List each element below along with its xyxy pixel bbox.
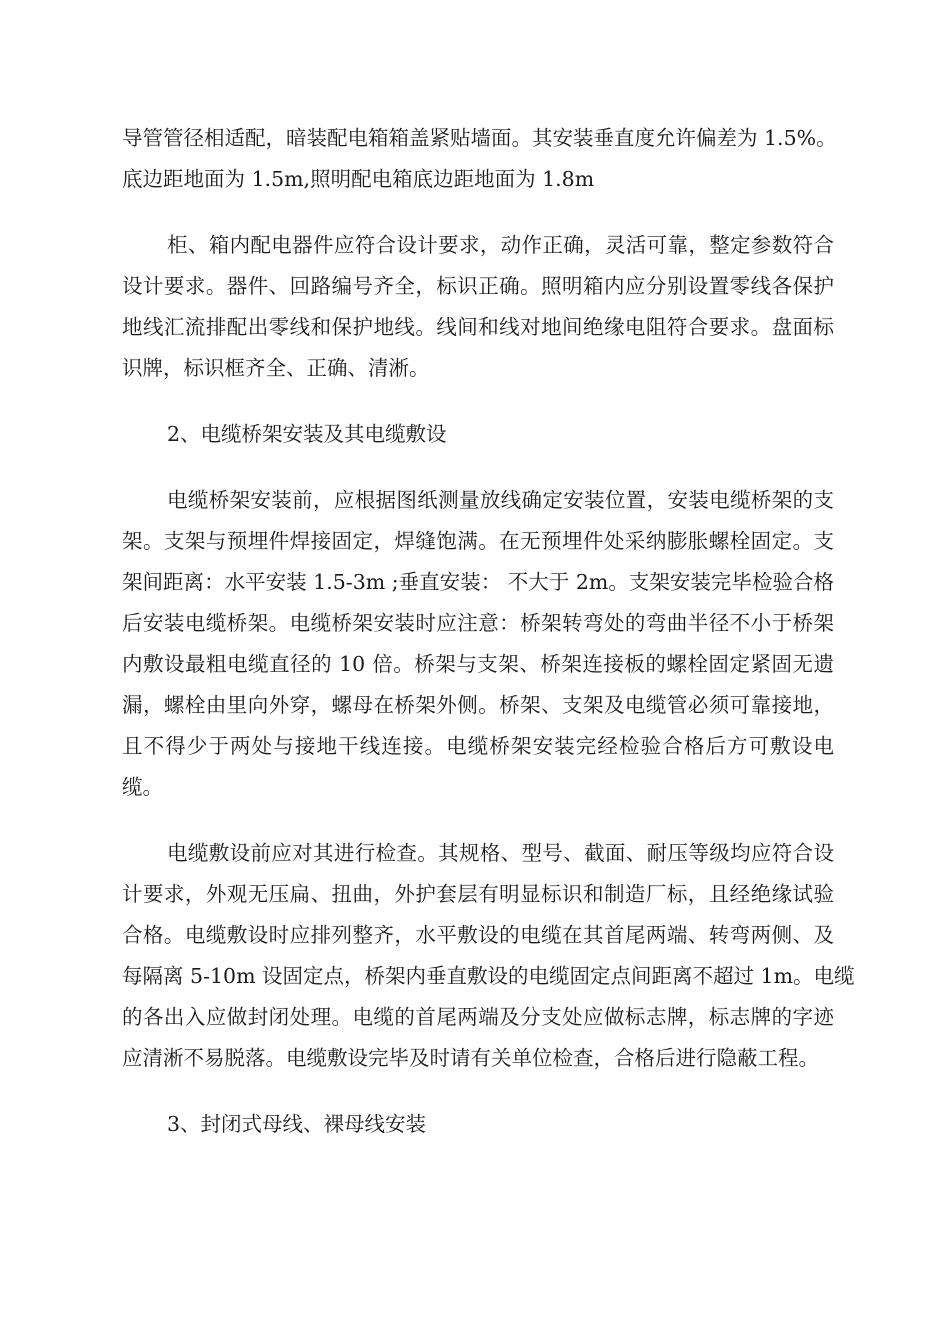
text-line: 应清淅不易脱落。电缆敷设完毕及时请有关单位检查，合格后进行隐蔽工程。 bbox=[122, 1046, 819, 1070]
section-heading-text: 2、电缆桥架安装及其电缆敷设 bbox=[167, 422, 447, 446]
text-line: 导管管径相适配，暗装配电箱箱盖紧贴墙面。其安装垂直度允许偏差为 1.5%。 bbox=[122, 126, 837, 150]
text-line: 的各出入应做封闭处理。电缆的首尾两端及分支处应做标志牌，标志牌的字迹 bbox=[122, 1005, 834, 1029]
text-line: 内敷设最粗电缆直径的 10 倍。桥架与支架、桥架连接板的螺栓固定紧固无遗 bbox=[122, 652, 834, 676]
text-line: 电缆桥架安装前，应根据图纸测量放线确定安装位置，安装电缆桥架的支 bbox=[167, 488, 834, 512]
section-heading bbox=[122, 1104, 834, 1145]
text-line: 识牌，标识框齐全、正确、清淅。 bbox=[122, 356, 430, 380]
text-line: 设计要求。器件、回路编号齐全，标识正确。照明箱内应分别设置零线各保护 bbox=[122, 274, 834, 298]
section-heading bbox=[122, 414, 834, 455]
paragraph bbox=[122, 225, 834, 389]
text-line: 架。支架与预埋件焊接固定，焊缝饱满。在无预埋件处采纳膨胀螺栓固定。支 bbox=[122, 529, 834, 553]
section-heading-text: 3、封闭式母线、裸母线安装 bbox=[167, 1112, 427, 1136]
text-line: 后安装电缆桥架。电缆桥架安装时应注意：桥架转弯处的弯曲半径不小于桥架 bbox=[122, 611, 834, 635]
text-line: 柜、箱内配电器件应符合设计要求，动作正确，灵活可靠，整定参数符合 bbox=[167, 233, 834, 257]
paragraph bbox=[122, 833, 855, 1079]
document-body bbox=[122, 118, 855, 1145]
text-line: 电缆敷设前应对其进行检查。其规格、型号、截面、耐压等级均应符合设 bbox=[167, 841, 834, 865]
text-line: 且不得少于两处与接地干线连接。电缆桥架安装完经检验合格后方可敷设电 bbox=[122, 734, 834, 758]
text-line: 每隔离 5-10m 设固定点，桥架内垂直敷设的电缆固定点间距离不超过 1m。电缆 bbox=[122, 964, 855, 988]
text-line: 架间距离：水平安装 1.5-3m ;垂直安装： 不大于 2m。支架安装完毕检验合格 bbox=[122, 570, 834, 594]
paragraph bbox=[122, 480, 834, 808]
text-line: 合格。电缆敷设时应排列整齐，水平敷设的电缆在其首尾两端、转弯两侧、及 bbox=[122, 923, 834, 947]
text-line: 漏，螺栓由里向外穿，螺母在桥架外侧。桥架、支架及电缆管必须可靠接地， bbox=[122, 693, 834, 717]
text-line: 底边距地面为 1.5m,照明配电箱底边距地面为 1.8m bbox=[122, 167, 595, 191]
text-line: 地线汇流排配出零线和保护地线。线间和线对地间绝缘电阻符合要求。盘面标 bbox=[122, 315, 834, 339]
text-line: 计要求，外观无压扁、扭曲，外护套层有明显标识和制造厂标，且经绝缘试验 bbox=[122, 882, 834, 906]
paragraph bbox=[122, 118, 837, 200]
text-line: 缆。 bbox=[122, 775, 163, 799]
